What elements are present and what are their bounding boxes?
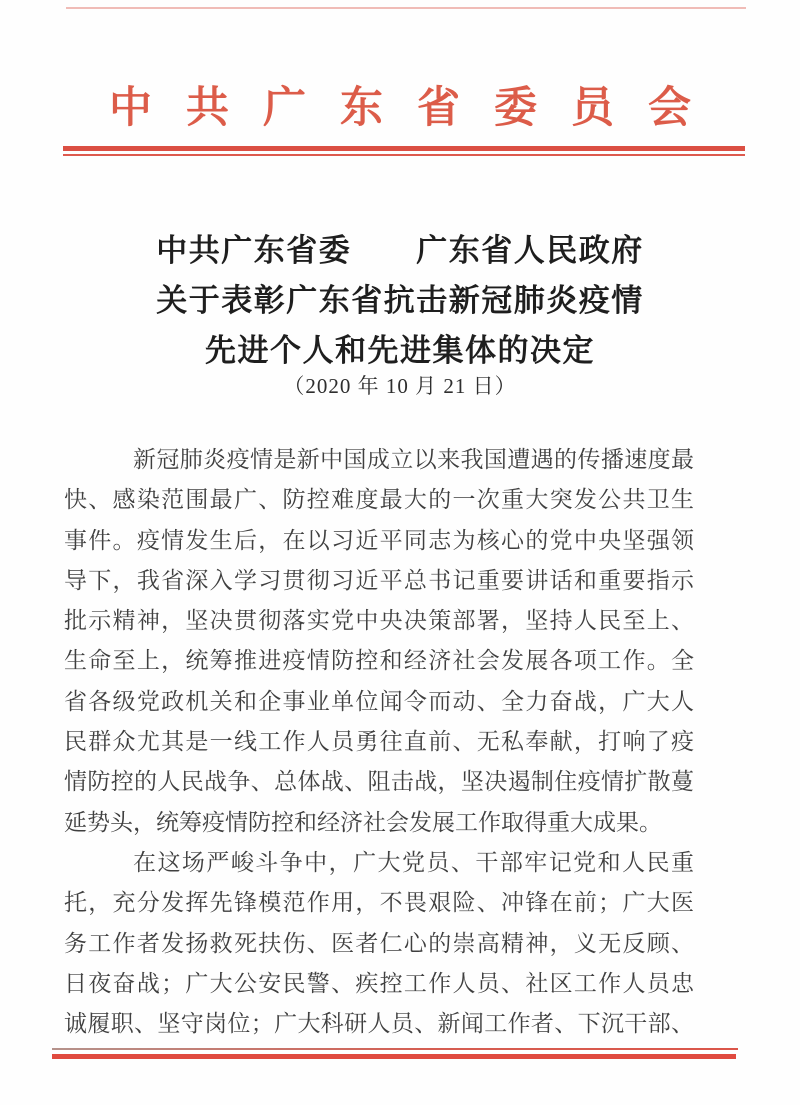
document-title-line-2: 关于表彰广东省抗击新冠肺炎疫情 [156, 283, 644, 318]
top-rule [66, 7, 746, 9]
header-rule-thin [63, 154, 745, 156]
body-line: 诚履职、坚守岗位；广大科研人员、新闻工作者、下沉干部、 [64, 1011, 694, 1037]
document-title [0, 226, 800, 376]
body-paragraphs [64, 440, 694, 1044]
body-line: 新冠肺炎疫情是新中国成立以来我国遭遇的传播速度最 [133, 447, 694, 472]
body-line: 日夜奋战；广大公安民警、疾控工作人员、社区工作人员忠 [64, 970, 694, 996]
body-line: 快、感染范围最广、防控难度最大的一次重大突发公共卫生 [64, 487, 694, 513]
body-line: 在这场严峻斗争中，广大党员、干部牢记党和人民重 [133, 849, 694, 875]
body-line: 批示精神，坚决贯彻落实党中央决策部署，坚持人民至上、 [64, 608, 694, 634]
body-line: 事件。疫情发生后，在以习近平同志为核心的党中央坚强领 [64, 527, 694, 553]
body-line: 生命至上，统筹推进疫情防控和经济社会发展各项工作。全 [64, 648, 694, 674]
body-line: 导下，我省深入学习贯彻习近平总书记重要讲话和重要指示 [64, 567, 694, 593]
body-line: 务工作者发扬救死扶伤、医者仁心的崇高精神，义无反顾、 [64, 930, 694, 956]
body-line: 民群众尤其是一线工作人员勇往直前、无私奉献，打响了疫 [64, 729, 694, 755]
body-line: 省各级党政机关和企事业单位闻令而动、全力奋战，广大人 [64, 688, 694, 714]
header-rule-thick [63, 146, 745, 151]
letterhead-title: 中共广东省委员会 [109, 85, 725, 132]
document-title-line-3: 先进个人和先进集体的决定 [205, 333, 595, 368]
document-title-line-1: 中共广东省委 广东省人民政府 [156, 233, 644, 268]
footer-rule-thick [52, 1054, 736, 1059]
body-line: 延势头，统筹疫情防控和经济社会发展工作取得重大成果。 [64, 809, 662, 835]
document-date: （2020 年 10 月 21 日） [283, 374, 517, 398]
footer-rule-thin [52, 1048, 738, 1050]
body-line: 情防控的人民战争、总体战、阻击战，坚决遏制住疫情扩散蔓 [64, 769, 694, 795]
body-line: 托，充分发挥先锋模范作用，不畏艰险、冲锋在前；广大医 [64, 890, 694, 916]
